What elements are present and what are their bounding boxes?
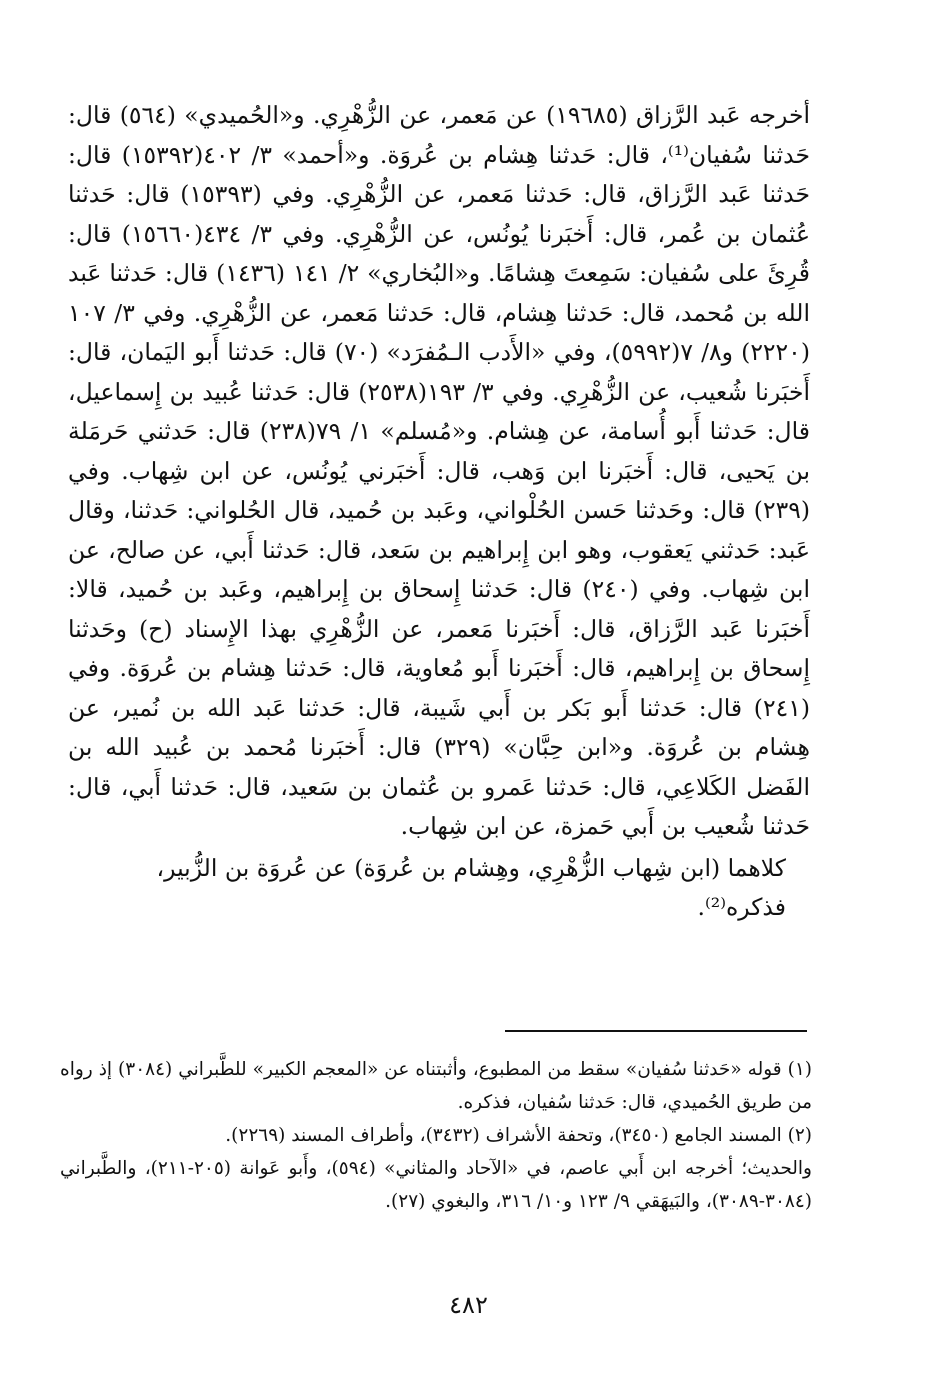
hadith-sources-paragraph: أخرجه عَبد الرَّزاق (١٩٦٨٥) عن مَعمر، عن الزُّهْرِي. و«الحُميدي» (٥٦٤) قال: حَدثنا سُفيان⁽¹⁾، قال: حَدثنا هِشام بن عُروَة. و«أحمد» ٣/ ٤٠٢(١٥٣٩٢) قال: حَدثنا عَبد الرَّزاق، قال: حَدثنا مَعمر، عن الزُّهْرِي. وفي (١٥٣٩٣) قال: حَدثنا عُثمان بن عُمر، قال: أَخبَرنا يُونُس، عن الزُّهْرِي. وفي ٣/ ٤٣٤(١٥٦٦٠) قال: قُرِئَ على سُفيان: سَمِعتَ هِشامًا. و«البُخاري» ٢/ ١٤١ (١٤٣٦) قال: حَدثنا عَبد الله بن مُحمد، قال: حَدثنا هِشام، قال: حَدثنا مَعمر، عن الزُّهْرِي. وفي ٣/ ١٠٧ (٢٢٢٠) و٨/ ٧(٥٩٩٢)، وفي «الأَدب الـمُفرَد» (٧٠) قال: حَدثنا أَبو اليَمان، قال: أَخبَرنا شُعيب، عن الزُّهْرِي. وفي ٣/ ١٩٣(٢٥٣٨) قال: حَدثنا عُبيد بن إِسماعيل، قال: حَدثنا أَبو أُسامة، عن هِشام. و«مُسلم» ١/ ٧٩(٢٣٨) قال: حَدثني حَرمَلة بن يَحيى، قال: أَخبَرنا ابن وَهب، قال: أَخبَرني يُونُس، عن ابن شِهاب. وفي (٢٣٩) قال: وحَدثنا حَسن الحُلْواني، وعَبد بن حُميد، قال الحُلواني: حَدثنا، وقال عَبد: حَدثني يَعقوب، وهو ابن إِبراهيم بن سَعد، قال: حَدثنا أَبي، عن صالح، عن ابن شِهاب. وفي (٢٤٠) قال: حَدثنا إِسحاق بن إِبراهيم، وعَبد بن حُميد، قالا: أَخبَرنا عَبد الرَّزاق، قال: أَخبَرنا مَعمر، عن الزُّهْرِي بهذا الإِسناد (ح) وحَدثنا إِسحاق بن إِبراهيم، قال: أَخبَرنا أَبو مُعاوية، قال: حَدثنا هِشام بن عُروَة. وفي (٢٤١) قال: حَدثنا أَبو بَكر بن أَبي شَيبة، قال: حَدثنا عَبد الله بن نُمير، عن هِشام بن عُروَة. و«ابن حِبَّان» (٣٢٩) قال: أَخبَرنا مُحمد بن عُبيد الله بن الفَضل الكَلاعِي، قال: حَدثنا عَمرو بن عُثمان بن سَعيد، قال: حَدثنا أَبي، قال: حَدثنا شُعيب بن أَبي حَمزة، عن ابن شِهاب. xyxy=(68,101,811,840)
footnote-1: (١) قوله «حَدثنا سُفيان» سقط من المطبوع، وأثبتناه عن «المعجم الكبير» للطَّبراني (٣٠٨٤) إذ رواه من طريق الحُميدي، قال: حَدثنا سُفيان، فذكره. xyxy=(60,1059,812,1113)
footnote-2-continuation: والحديث؛ أخرجه ابن أَبي عاصم، في «الآحاد والمثاني» (٥٩٤)، وأَبو عَوانة (٢٠٥-٢١١)، والطَّبراني (٣٠٨٤-٣٠٨٩)، والبَيهَقي ٩/ ١٢٣ و١٠/ ٣١٦، والبغوي (٢٧). xyxy=(60,1158,812,1212)
closing-line: كلاهما (ابن شِهاب الزُّهْرِي، وهِشام بن عُروَة) عن عُروَة بن الزُّبير، فذكره⁽²⁾. xyxy=(156,853,786,921)
page-number: ٤٨٢ xyxy=(449,1291,488,1319)
footnote-separator xyxy=(505,1030,807,1032)
main-text-block xyxy=(68,96,810,928)
footnotes-block xyxy=(60,1053,812,1218)
footnote-2: (٢) المسند الجامع (٣٤٥٠)، وتحفة الأشراف (٣٤٣٢)، وأطراف المسند (٢٢٦٩). xyxy=(225,1125,812,1146)
